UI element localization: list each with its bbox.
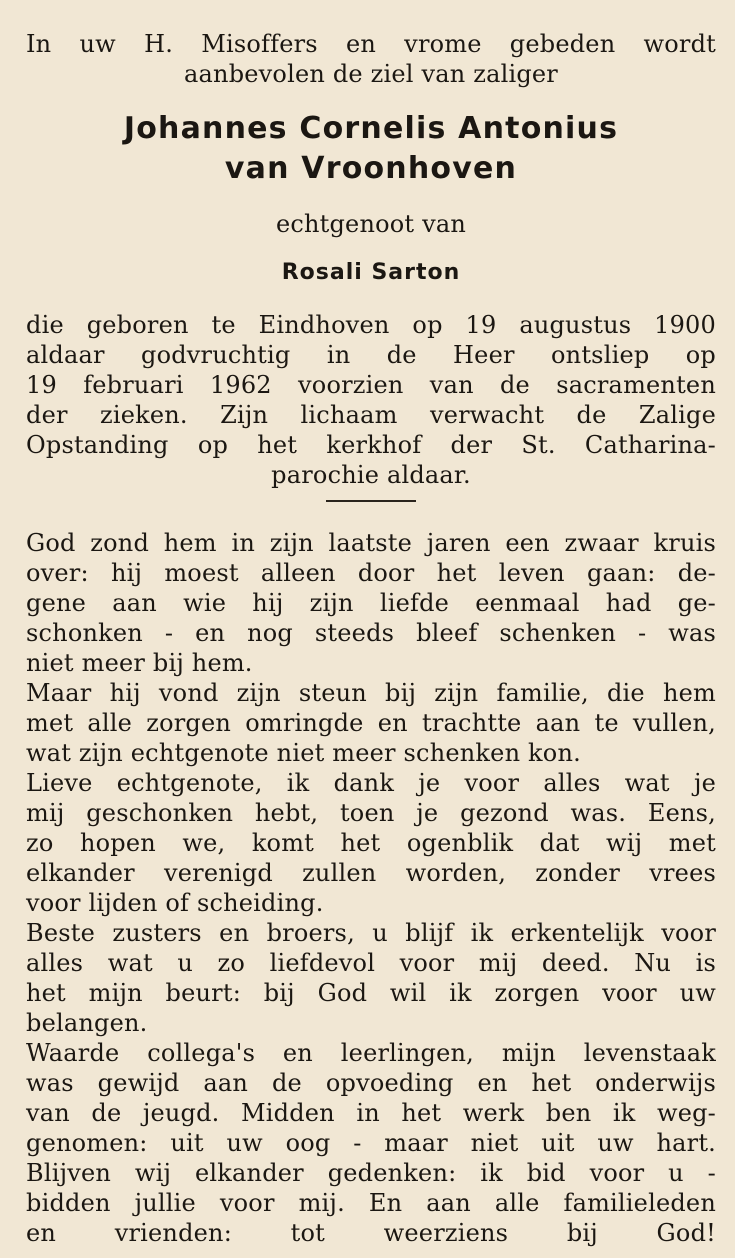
message-line: Beste zusters en broers, u blijf ik erkentelijk voor — [26, 919, 716, 947]
message-line: mij geschonken hebt, toen je gezond was. Eens, — [26, 799, 716, 827]
biography-line: aldaar godvruchtig in de Heer ontsliep op — [26, 341, 716, 369]
biography-line: der zieken. Zijn lichaam verwacht de Zalige — [26, 401, 716, 429]
message-line: belangen. — [26, 1009, 148, 1037]
message-line: was gewijd aan de opvoeding en het onderwijs — [26, 1069, 716, 1097]
message-line: Blijven wij elkander gedenken: ik bid voor u - — [26, 1159, 716, 1187]
message-line: gene aan wie hij zijn liefde eenmaal had ge- — [26, 589, 716, 617]
message-line: genomen: uit uw oog - maar niet uit uw hart. — [26, 1129, 716, 1157]
spouse-name: Rosali Sarton — [281, 260, 461, 285]
intro-line: aanbevolen de ziel van zaliger — [184, 60, 558, 88]
deceased-name-line: van Vroonhoven — [224, 151, 518, 186]
spouse-label: echtgenoot van — [275, 210, 467, 238]
deceased-name-line: Johannes Cornelis Antonius — [123, 111, 619, 146]
message-line: Waarde collega's en leerlingen, mijn levenstaak — [26, 1039, 716, 1067]
message-line: alles wat u zo liefdevol voor mij deed. Nu is — [26, 949, 716, 977]
message-line: met alle zorgen omringde en trachtte aan te vullen, — [26, 709, 716, 737]
message-line: Maar hij vond zijn steun bij zijn familie, die hem — [26, 679, 716, 707]
message-line: Lieve echtgenote, ik dank je voor alles wat je — [26, 769, 716, 797]
message-line: bidden jullie voor mij. En aan alle familieleden — [26, 1189, 716, 1217]
section-divider — [326, 500, 416, 502]
biography-line: 19 februari 1962 voorzien van de sacramenten — [26, 371, 716, 399]
intro-line: In uw H. Misoffers en vrome gebeden wordt — [26, 30, 716, 58]
message-line: elkander verenigd zullen worden, zonder vrees — [26, 859, 716, 887]
message-line: schonken - en nog steeds bleef schenken - was — [26, 619, 716, 647]
message-line: het mijn beurt: bij God wil ik zorgen voor uw — [26, 979, 716, 1007]
biography-line: parochie aldaar. — [271, 461, 471, 489]
message-line: over: hij moest alleen door het leven gaan: de- — [26, 559, 716, 587]
message-line: zo hopen we, komt het ogenblik dat wij met — [26, 829, 716, 857]
message-line: wat zijn echtgenote niet meer schenken kon. — [26, 739, 581, 767]
message-line: voor lijden of scheiding. — [26, 889, 324, 917]
message-line: en vrienden: tot weerziens bij God! — [26, 1219, 716, 1247]
biography-line: die geboren te Eindhoven op 19 augustus 1900 — [26, 311, 716, 339]
message-line: van de jeugd. Midden in het werk ben ik weg- — [26, 1099, 716, 1127]
message-line: niet meer bij hem. — [26, 649, 253, 677]
message-line: God zond hem in zijn laatste jaren een zwaar kruis — [26, 529, 716, 557]
biography-line: Opstanding op het kerkhof der St. Catharina- — [26, 431, 716, 459]
